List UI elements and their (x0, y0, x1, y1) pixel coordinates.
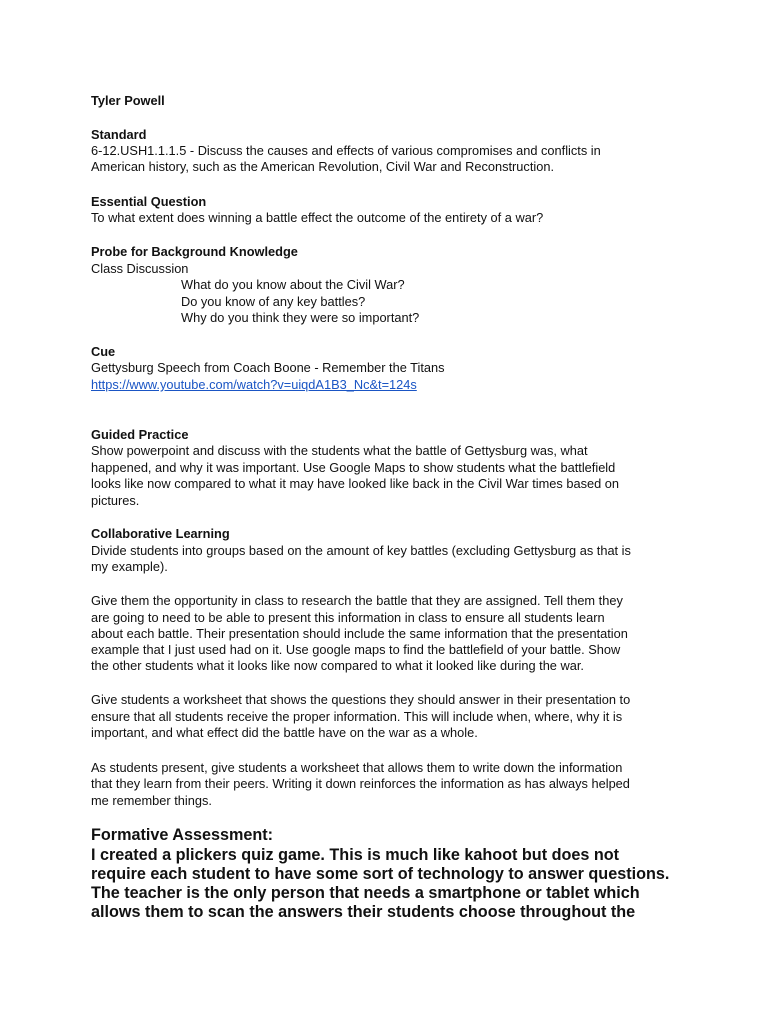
probe-question: Why do you think they were so important? (181, 310, 420, 325)
collaborative-learning-heading: Collaborative Learning (91, 526, 230, 541)
guided-practice-heading: Guided Practice (91, 427, 189, 442)
standard-line: 6-12.USH1.1.1.5 - Discuss the causes and effects of various compromises and conflicts in (91, 143, 601, 158)
collab-para4-line: As students present, give students a worksheet that allows them to write down the information (91, 760, 623, 775)
collab-para2-line: are going to need to be able to present this information in class to ensure all students learn (91, 610, 605, 625)
collab-para3-line: ensure that all students receive the proper information. This will include when, where, why it is (91, 709, 623, 724)
guided-practice-line: Show powerpoint and discuss with the students what the battle of Gettysburg was, what (91, 443, 588, 458)
collab-para2-line: example that I just used had on it. Use google maps to find the battlefield of your battle. Show (91, 642, 621, 657)
formative-assessment-line: I created a plickers quiz game. This is much like kahoot but does not (91, 846, 620, 864)
collab-para3-line: Give students a worksheet that shows the questions they should answer in their presentation to (91, 692, 631, 707)
essential-question-heading: Essential Question (91, 194, 207, 209)
formative-assessment-line: require each student to have some sort of technology to answer questions. (91, 865, 670, 883)
formative-assessment-line: The teacher is the only person that needs a smartphone or tablet which (91, 884, 640, 902)
collab-para4-line: me remember things. (91, 793, 212, 808)
author-name: Tyler Powell (91, 93, 165, 108)
collab-para2-line: Give them the opportunity in class to research the battle that they are assigned. Tell them they (91, 593, 623, 608)
cue-heading: Cue (91, 344, 116, 359)
guided-practice-line: pictures. (91, 493, 140, 508)
probe-question: Do you know of any key battles? (181, 294, 366, 309)
probe-intro: Class Discussion (91, 261, 189, 276)
collab-para2-line: about each battle. Their presentation should include the same information that the presentation (91, 626, 628, 641)
guided-practice-line: looks like now compared to what it may have looked like back in the Civil War times based on (91, 476, 619, 491)
essential-question-text: To what extent does winning a battle effect the outcome of the entirety of a war? (91, 210, 544, 225)
formative-assessment-line: allows them to scan the answers their students choose throughout the (91, 903, 636, 921)
cue-text: Gettysburg Speech from Coach Boone - Remember the Titans (91, 360, 445, 375)
guided-practice-line: happened, and why it was important. Use Google Maps to show students what the battlefield (91, 460, 616, 475)
standard-line: American history, such as the American Revolution, Civil War and Reconstruction. (91, 159, 555, 174)
collab-para2-line: the other students what it looks like now compared to what it looked like during the war. (91, 658, 584, 673)
collab-para3-line: important, and what effect did the battle have on the war as a whole. (91, 725, 478, 740)
standard-heading: Standard (91, 127, 147, 142)
collab-para4-line: that they learn from their peers. Writing it down reinforces the information as has always helped (91, 776, 630, 791)
formative-assessment-heading: Formative Assessment: (91, 826, 274, 844)
probe-question: What do you know about the Civil War? (181, 277, 405, 292)
probe-heading: Probe for Background Knowledge (91, 244, 298, 259)
collab-para1-line: my example). (91, 559, 168, 574)
collab-para1-line: Divide students into groups based on the amount of key battles (excluding Gettysburg as that is (91, 543, 631, 558)
cue-youtube-link[interactable]: https://www.youtube.com/watch?v=uiqdA1B3_Nc&t=124s (91, 377, 417, 392)
